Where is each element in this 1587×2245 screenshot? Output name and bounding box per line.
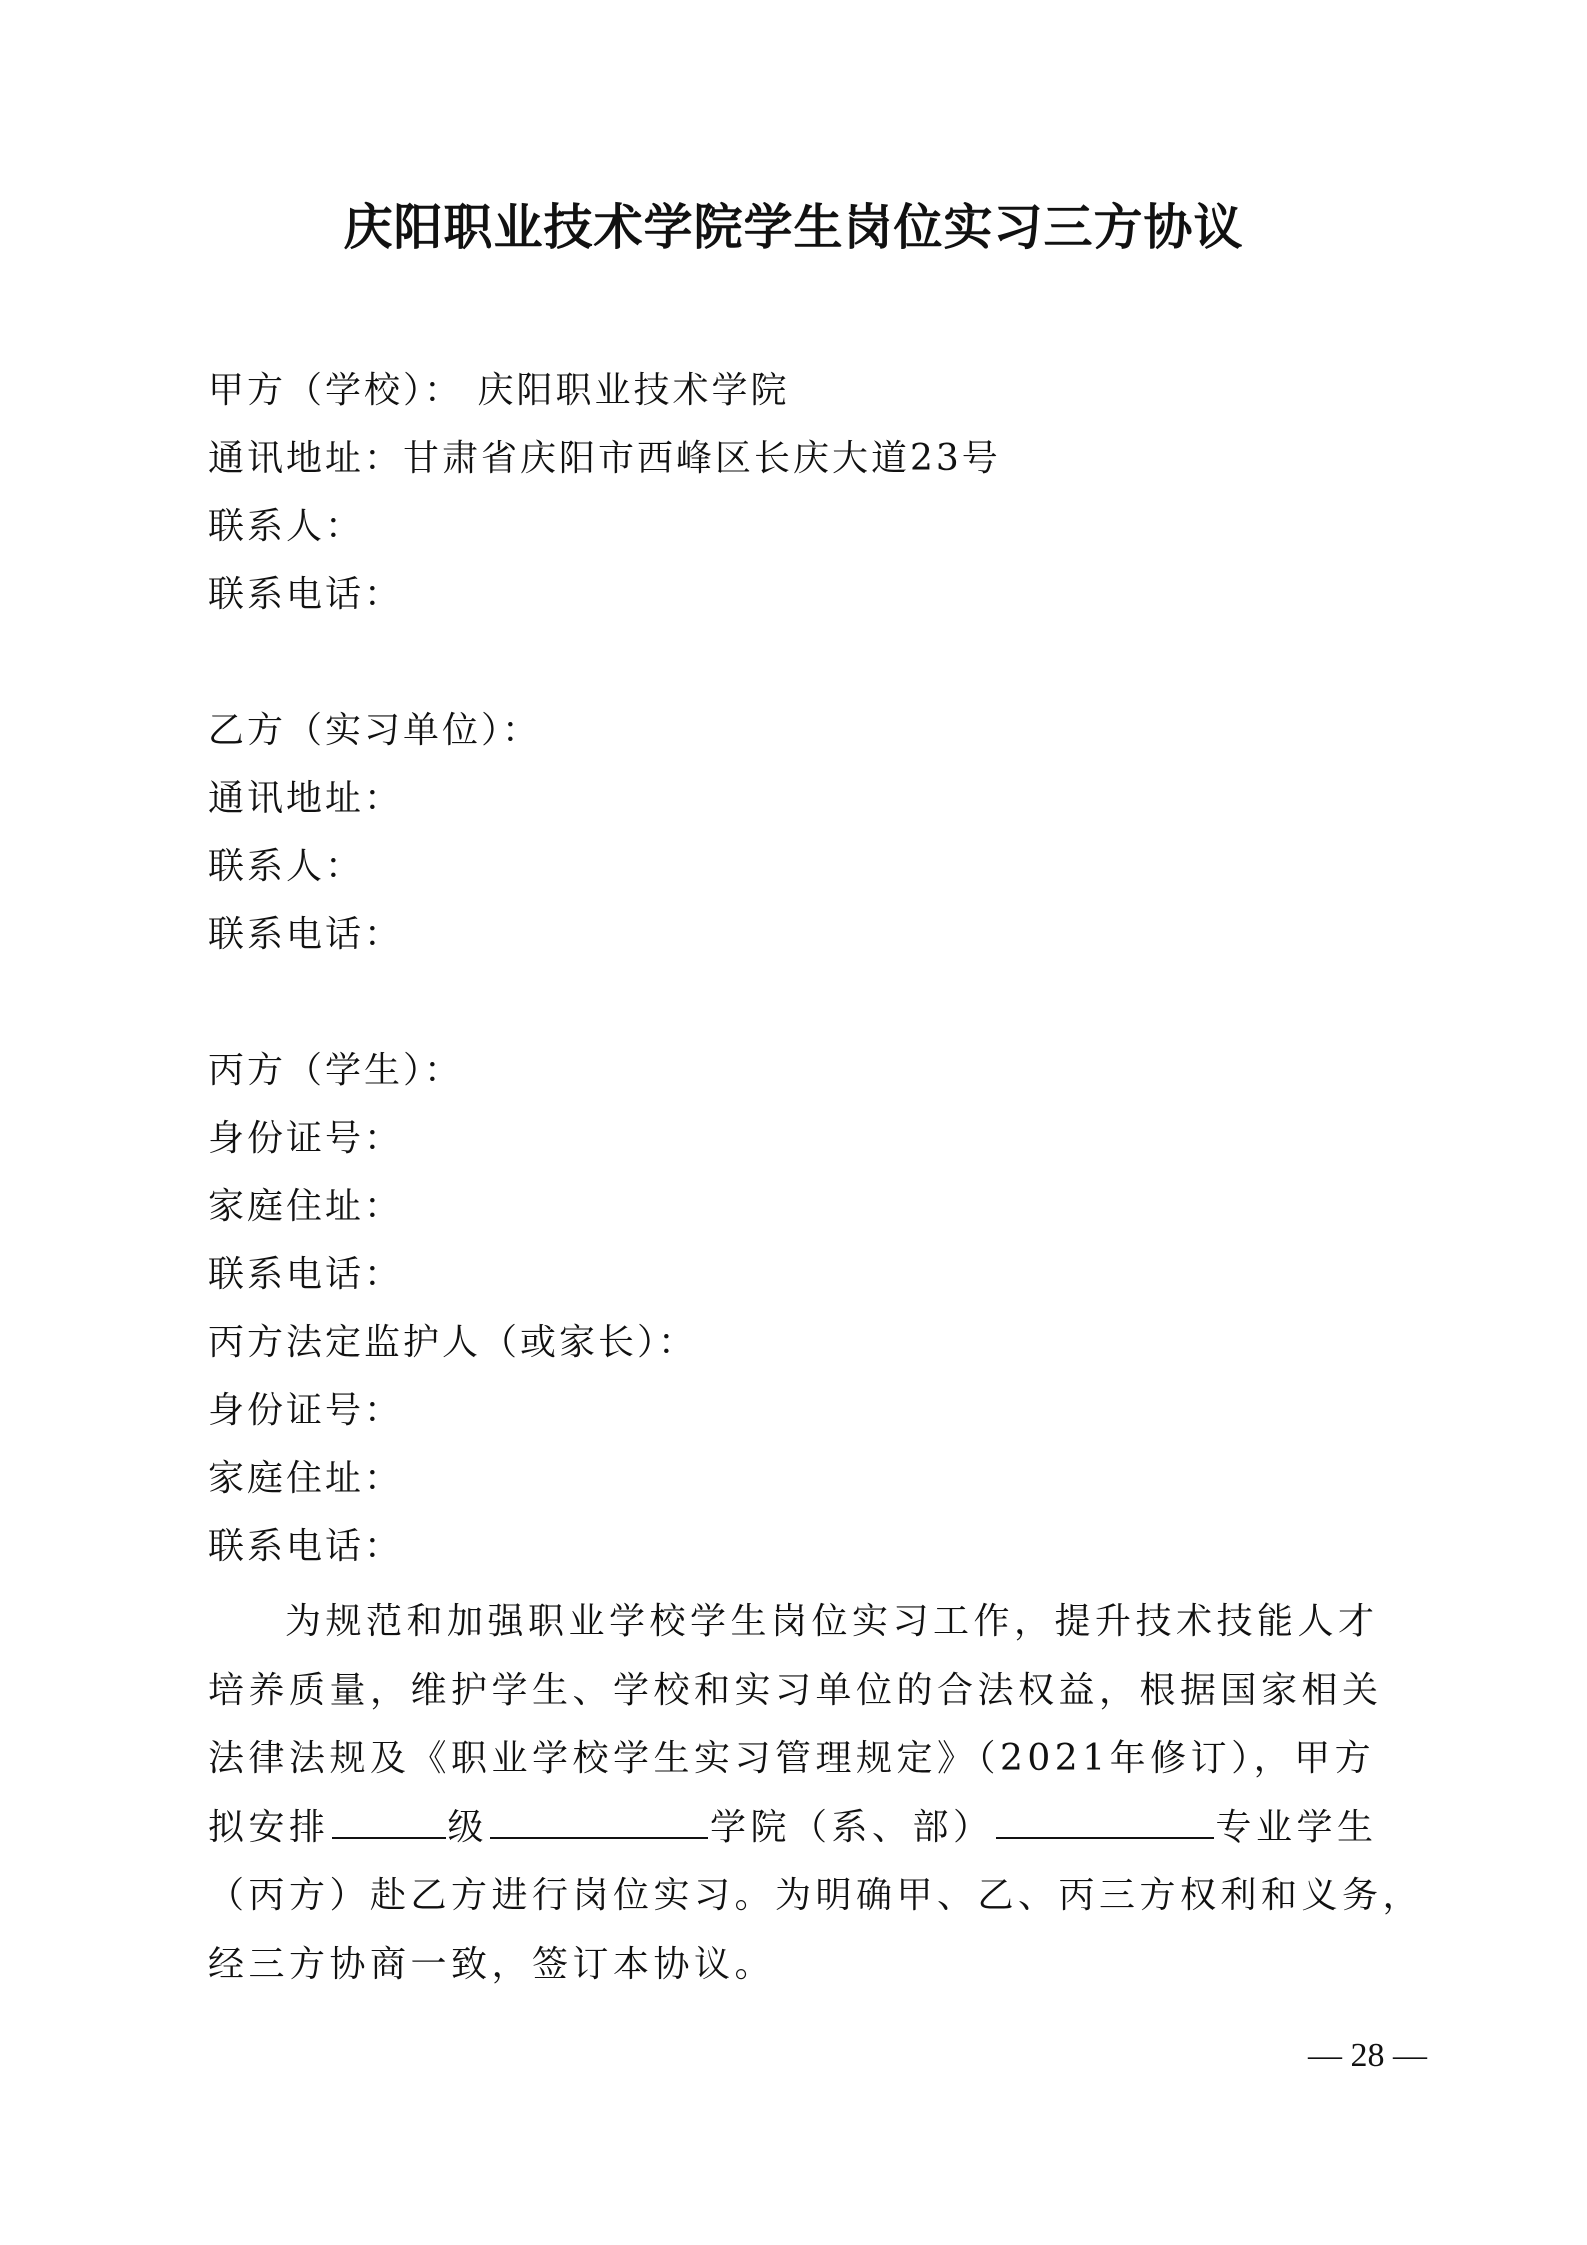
- preamble-line: 法律法规及《职业学校学生实习管理规定》（2021年修订），甲方: [208, 1738, 1376, 1779]
- party-b-heading: 乙方（实习单位）：: [208, 710, 542, 751]
- party-a-heading: 甲方（学校）： 庆阳职业技术学院: [208, 370, 790, 411]
- page-number: — 28 —: [1308, 2037, 1427, 2074]
- document-title: 庆阳职业技术学院学生岗位实习三方协议: [343, 199, 1244, 256]
- preamble-text: 专业学生: [1215, 1806, 1378, 1848]
- party-c-heading: 丙方（学生）：: [208, 1050, 464, 1091]
- party-a-address: 通讯地址：甘肃省庆阳市西峰区长庆大道23号: [208, 438, 1001, 479]
- preamble-line: （丙方）赴乙方进行岗位实习。为明确甲、乙、丙三方权利和义务，: [208, 1875, 1424, 1916]
- guardian-home-address: 家庭住址：: [208, 1458, 404, 1499]
- party-b-address: 通讯地址：: [208, 778, 404, 819]
- preamble-line-with-blanks: [208, 1794, 1392, 1863]
- party-a-contact: 联系人：: [208, 506, 365, 547]
- party-c-home-address: 家庭住址：: [208, 1186, 404, 1227]
- preamble-text: 级: [447, 1806, 489, 1848]
- grade-blank[interactable]: [332, 1803, 446, 1839]
- preamble-line: 培养质量，维护学生、学校和实习单位的合法权益，根据国家相关: [208, 1669, 1383, 1711]
- guardian-id-number: 身份证号：: [208, 1390, 404, 1431]
- party-c-id-number: 身份证号：: [208, 1118, 404, 1159]
- preamble-text: 拟安排: [208, 1806, 330, 1848]
- party-a-phone: 联系电话：: [208, 574, 404, 615]
- guardian-phone: 联系电话：: [208, 1526, 404, 1567]
- major-blank[interactable]: [996, 1803, 1214, 1839]
- preamble-line: 经三方协商一致，签订本协议。: [208, 1943, 776, 1985]
- preamble-text: 学院（系、部）: [710, 1806, 994, 1848]
- party-c-phone: 联系电话：: [208, 1254, 404, 1295]
- agreement-preamble: [208, 1588, 1424, 1999]
- party-b-phone: 联系电话：: [208, 914, 404, 955]
- guardian-heading: 丙方法定监护人（或家长）：: [208, 1322, 698, 1363]
- preamble-line: 为规范和加强职业学校学生岗位实习工作，提升技术技能人才: [285, 1601, 1379, 1642]
- party-b-contact: 联系人：: [208, 846, 365, 887]
- college-blank[interactable]: [490, 1803, 708, 1839]
